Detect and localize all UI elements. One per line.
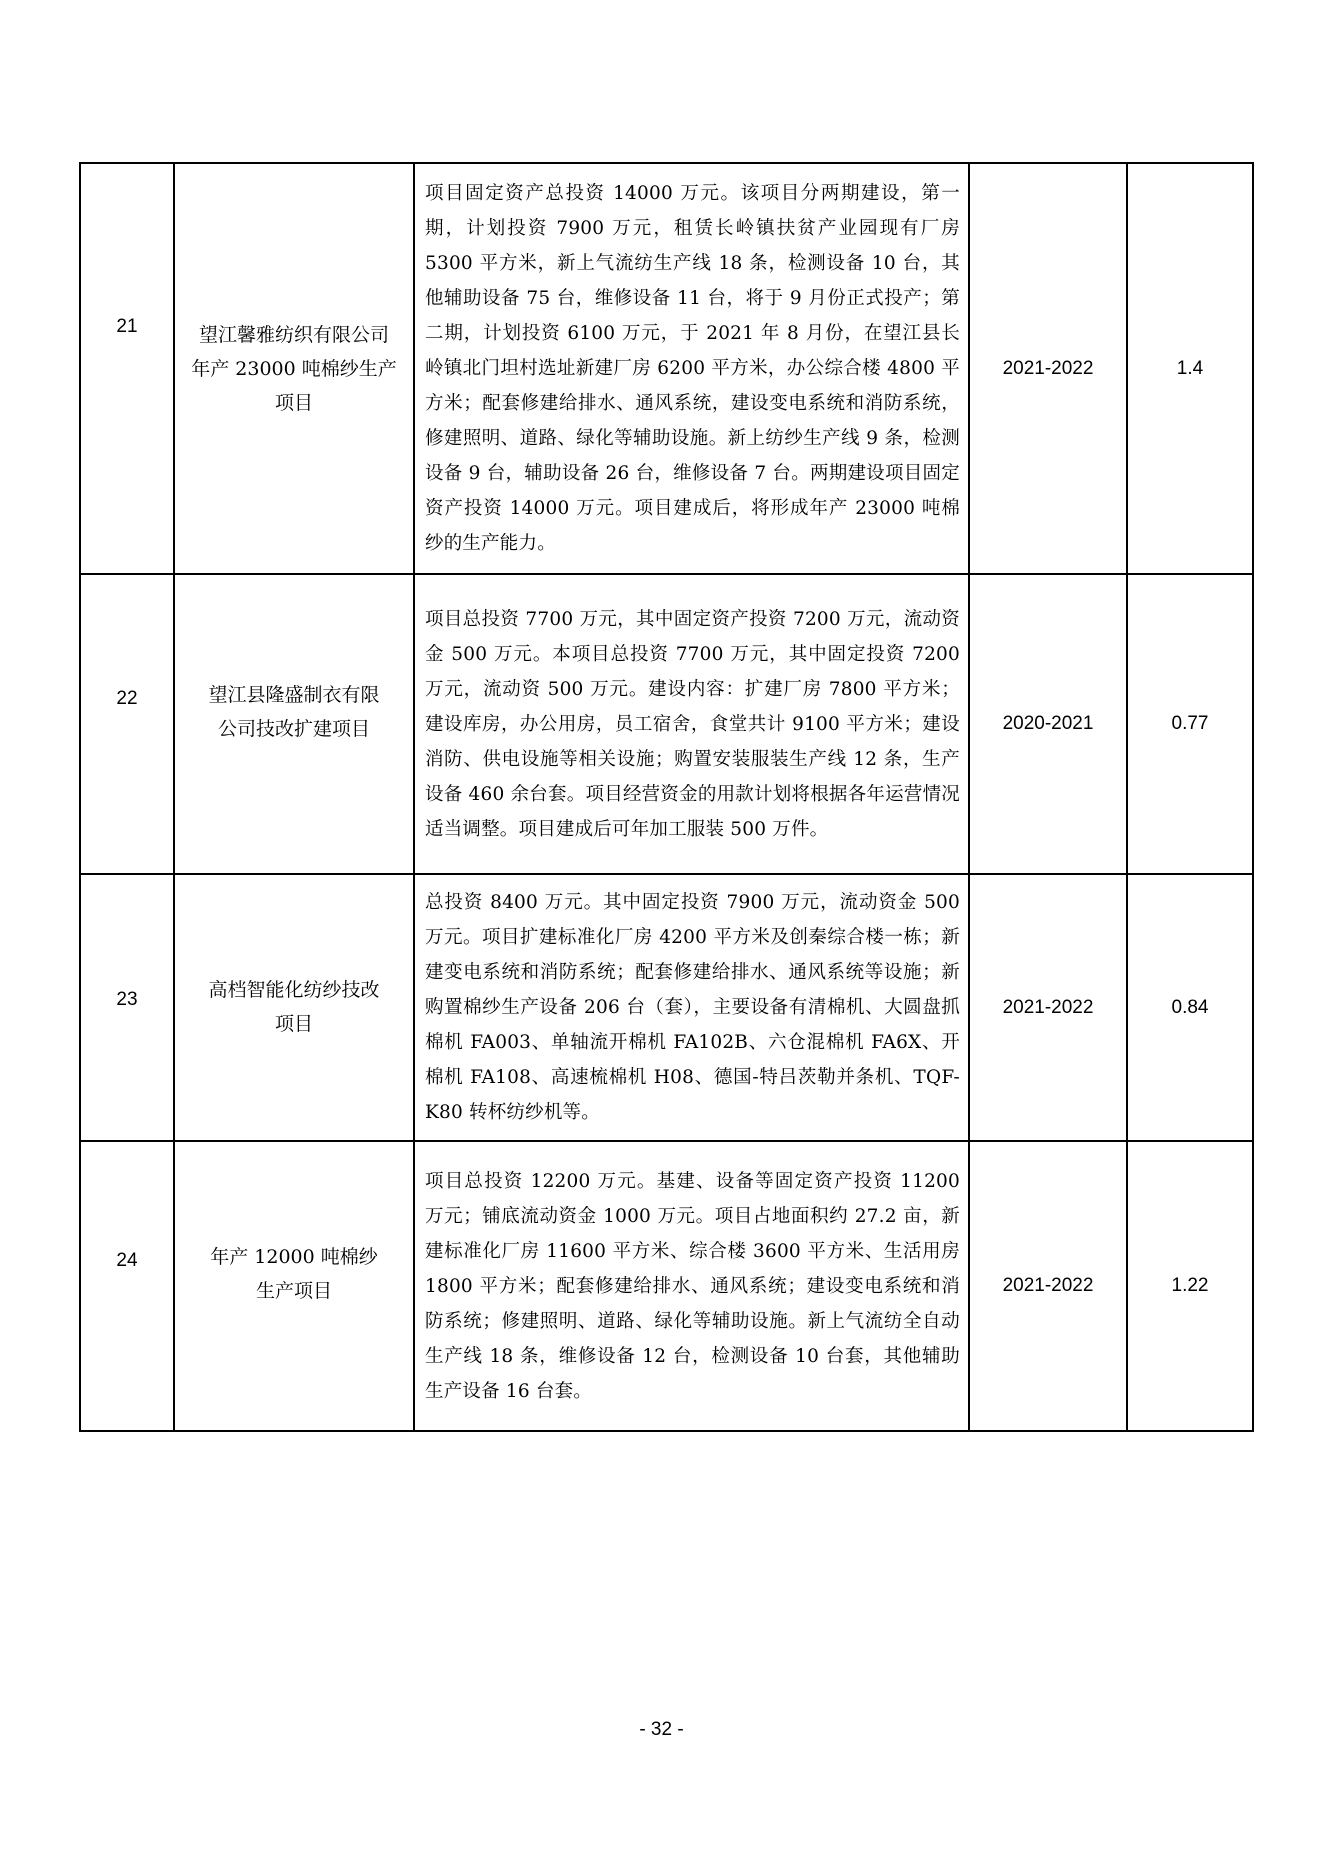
project-content: 项目总投资 12200 万元。基建、设备等固定资产投资 11200 万元；铺底流动资金 1000 万元。项目占地面积约 27.2 亩，新建标准化厂房 11600 平方米、综合楼 3600 平方米、生活用房 1800 平方米；配套修建给排水、通风系统；建设变电系统和消防系统；修建照明、道路、绿化等辅助设施。新上气流纺全自动生产线 18 条，维修设备 12 台，检测设备 10 台套，其他辅助生产设备 16 台套。 (425, 1170, 960, 1402)
project-name-line: 年产 12000 吨棉纱 (210, 1246, 378, 1268)
row-number: 22 (116, 688, 138, 709)
amount-cell (1127, 874, 1253, 1141)
project-name-line: 望江县隆盛制衣有限 (208, 684, 380, 706)
row-number: 24 (116, 1250, 138, 1271)
table-row (80, 874, 1253, 1141)
project-name-cell (174, 874, 414, 1141)
construction-period: 2021-2022 (1002, 1275, 1094, 1296)
project-content-cell (414, 163, 969, 574)
project-name-line: 公司技改扩建项目 (217, 718, 370, 740)
project-content: 总投资 8400 万元。其中固定投资 7900 万元，流动资金 500 万元。项目扩建标准化厂房 4200 平方米及创秦综合楼一栋；新建变电系统和消防系统；配套修建给排水、通风系统等设施；新购置棉纱生产设备 206 台（套），主要设备有清棉机、大圆盘抓棉机 FA003、单轴流开棉机 FA102B、六仓混棉机 FA6X、开棉机 FA108、高速梳棉机 H08、德国-特吕茨勒并条机、TQF-K80 转杯纺纱机等。 (425, 892, 960, 1123)
table-row (80, 574, 1253, 874)
project-name-line: 年产 23000 吨棉纱生产 (191, 357, 397, 380)
project-name-cell (174, 574, 414, 874)
table-row (80, 163, 1253, 574)
period-cell (969, 874, 1127, 1141)
seq-cell (80, 874, 174, 1141)
period-cell (969, 1141, 1127, 1431)
investment-amount: 0.77 (1171, 713, 1209, 734)
amount-cell (1127, 1141, 1253, 1431)
project-name-line: 生产项目 (255, 1280, 332, 1302)
period-cell (969, 574, 1127, 874)
project-name-line: 高档智能化纺纱技改 (208, 979, 380, 1001)
amount-cell (1127, 163, 1253, 574)
investment-amount: 1.22 (1171, 1275, 1209, 1296)
seq-cell (80, 1141, 174, 1431)
project-content: 项目固定资产总投资 14000 万元。该项目分两期建设，第一期，计划投资 7900 万元，租赁长岭镇扶贫产业园现有厂房 5300 平方米，新上气流纺生产线 18 条，检测设备 10 台，其他辅助设备 75 台，维修设备 11 台，将于 9 月份正式投产；第二期，计划投资 6100 万元，于 2021 年 8 月份，在望江县长岭镇北门坦村选址新建厂房 6200 平方米，办公综合楼 4800 平方米；配套修建给排水、通风系统，建设变电系统和消防系统，修建照明、道路、绿化等辅助设施。新上纺纱生产线 9 条，检测设备 9 台，辅助设备 26 台，维修设备 7 台。两期建设项目固定资产投资 14000 万元。项目建成后，将形成年产 23000 吨棉纱的生产能力。 (425, 183, 960, 554)
project-name-cell (174, 1141, 414, 1431)
project-name-line: 望江馨雅纺织有限公司 (198, 323, 389, 346)
project-content-cell (414, 574, 969, 874)
investment-amount: 1.4 (1176, 357, 1204, 379)
row-number: 23 (116, 989, 138, 1010)
project-name-line: 项目 (274, 1013, 313, 1035)
project-content: 项目总投资 7700 万元，其中固定资产投资 7200 万元，流动资金 500 万元。本项目总投资 7700 万元，其中固定投资 7200 万元，流动资 500 万元。建设内容：扩建厂房 7800 平方米；建设库房，办公用房，员工宿舍，食堂共计 9100 平方米；建设消防、供电设施等相关设施；购置安装服装生产线 12 条，生产设备 460 余台套。项目经营资金的用款计划将根据各年运营情况适当调整。项目建成后可年加工服装 500 万件。 (425, 608, 960, 840)
page-number: - 32 - (639, 1719, 684, 1740)
amount-cell (1127, 574, 1253, 874)
period-cell (969, 163, 1127, 574)
project-content-cell (414, 874, 969, 1141)
construction-period: 2020-2021 (1002, 713, 1094, 734)
project-name-line: 项目 (274, 391, 313, 414)
construction-period: 2021-2022 (1002, 996, 1094, 1018)
table-row (80, 1141, 1253, 1431)
investment-amount: 0.84 (1171, 996, 1209, 1018)
seq-cell (80, 163, 174, 574)
project-table (79, 162, 1254, 1432)
row-number: 21 (116, 316, 138, 337)
construction-period: 2021-2022 (1002, 357, 1094, 379)
project-content-cell (414, 1141, 969, 1431)
seq-cell (80, 574, 174, 874)
project-name-cell (174, 163, 414, 574)
